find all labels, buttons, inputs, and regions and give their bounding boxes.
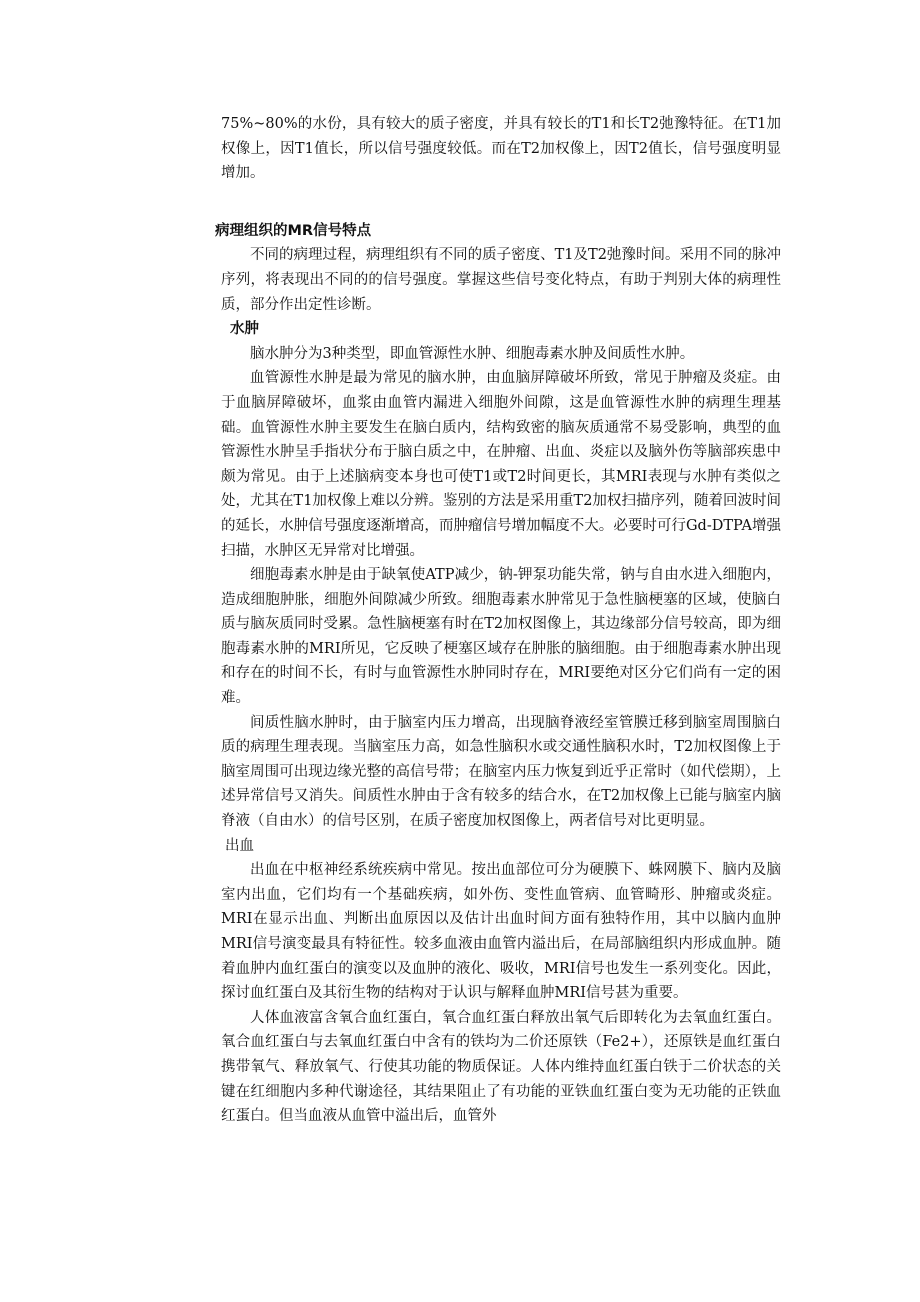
section-paragraph: 不同的病理过程，病理组织有不同的质子密度、T1及T2弛豫时间。采用不同的脉冲序列，将表现出不同的的信号强度。掌握这些信号变化特点，有助于判别大体的病理性质，部分作出定性诊断。: [221, 247, 781, 313]
hemorrhage-paragraph-overview: 出血在中枢神经系统疾病中常见。按出血部位可分为硬膜下、蛛网膜下、脑内及脑室内出血，它们均有一个基础疾病，如外伤、变性血管病、血管畸形、肿瘤或炎症。MRI在显示出血、判断出血原因以及估计出血时间方面有独特作用，其中以脑内血肿MRI信号演变最具有特征性。较多血液由血管内溢出后，在局部脑组织内形成血肿。随着血肿内血红蛋白的演变以及血肿的液化、吸收，MRI信号也发生一系列变化。因此，探讨血红蛋白及其衍生物的结构对于认识与解释血肿MRI信号甚为重要。: [221, 862, 781, 1002]
edema-paragraph-interstitial: 间质性脑水肿时，由于脑室内压力增高，出现脑脊液经室管膜迁移到脑室周围脑白质的病理生理表现。当脑室压力高，如急性脑积水或交通性脑积水时，T2加权图像上于脑室周围可出现边缘光整的高信号带；在脑室内压力恢复到近乎正常时（如代偿期），上述异常信号又消失。间质性水肿由于含有较多的结合水，在T2加权像上已能与脑室内脑脊液（自由水）的信号区别，在质子密度加权图像上，两者信号对比更明显。: [221, 714, 781, 830]
section-title: 病理组织的MR信号特点: [215, 222, 372, 239]
edema-title: 水肿: [230, 321, 259, 338]
hemorrhage-paragraph-hemoglobin: 人体血液富含氧合血红蛋白，氧合血红蛋白释放出氧气后即转化为去氧血红蛋白。氧合血红蛋白与去氧血红蛋白中含有的铁均为二价还原铁（Fe2+），还原铁是血红蛋白携带氧气、释放氧气、行使其功能的物质保证。人体内维持血红蛋白铁于二价状态的关键在红细胞内多种代谢途径，其结果阻止了有功能的亚铁血红蛋白变为无功能的正铁血红蛋白。但当血液从血管中溢出后，血管外: [221, 1009, 781, 1125]
document-body: [215, 112, 781, 1129]
edema-paragraph-vasogenic: 血管源性水肿是最为常见的脑水肿，由血脑屏障破坏所致，常见于肿瘤及炎症。由于血脑屏障破坏，血浆由血管内漏进入细胞外间隙，这是血管源性水肿的病理生理基础。血管源性水肿主要发生在脑白质内，结构致密的脑灰质通常不易受影响，典型的血管源性水肿呈手指状分布于脑白质之中，在肿瘤、出血、炎症以及脑外伤等脑部疾患中颇为常见。由于上述脑病变本身也可使T1或T2时间更长，其MRI表现与水肿有类似之处，尤其在T1加权像上难以分辨。鉴别的方法是采用重T2加权扫描序列，随着回波时间的延长，水肿信号强度逐渐增高，而肿瘤信号增加幅度不大。必要时可行Gd-DTPA增强扫描，水肿区无异常对比增强。: [221, 370, 781, 559]
edema-paragraph-types: 脑水肿分为3种类型，即血管源性水肿、细胞毒素水肿及间质性水肿。: [250, 345, 695, 362]
edema-paragraph-cytotoxic: 细胞毒素水肿是由于缺氧使ATP减少，钠-钾泵功能失常，钠与自由水进入细胞内，造成细胞肿胀，细胞外间隙减少所致。细胞毒素水肿常见于急性脑梗塞的区域，使脑白质与脑灰质同时受累。急性脑梗塞有时在T2加权图像上，其边缘部分信号较高，即为细胞毒素水肿的MRI所见，它反映了梗塞区域存在肿胀的脑细胞。由于细胞毒素水肿出现和存在的时间不长，有时与血管源性水肿同时存在，MRI要绝对区分它们尚有一定的困难。: [221, 567, 781, 707]
hemorrhage-title: 出血: [225, 837, 254, 854]
intro-paragraph: 75%~80%的水份，具有较大的质子密度，并具有较长的T1和长T2弛豫特征。在T1加权像上，因T1值长，所以信号强度较低。而在T2加权像上，因T2值长，信号强度明显增加。: [221, 116, 781, 182]
